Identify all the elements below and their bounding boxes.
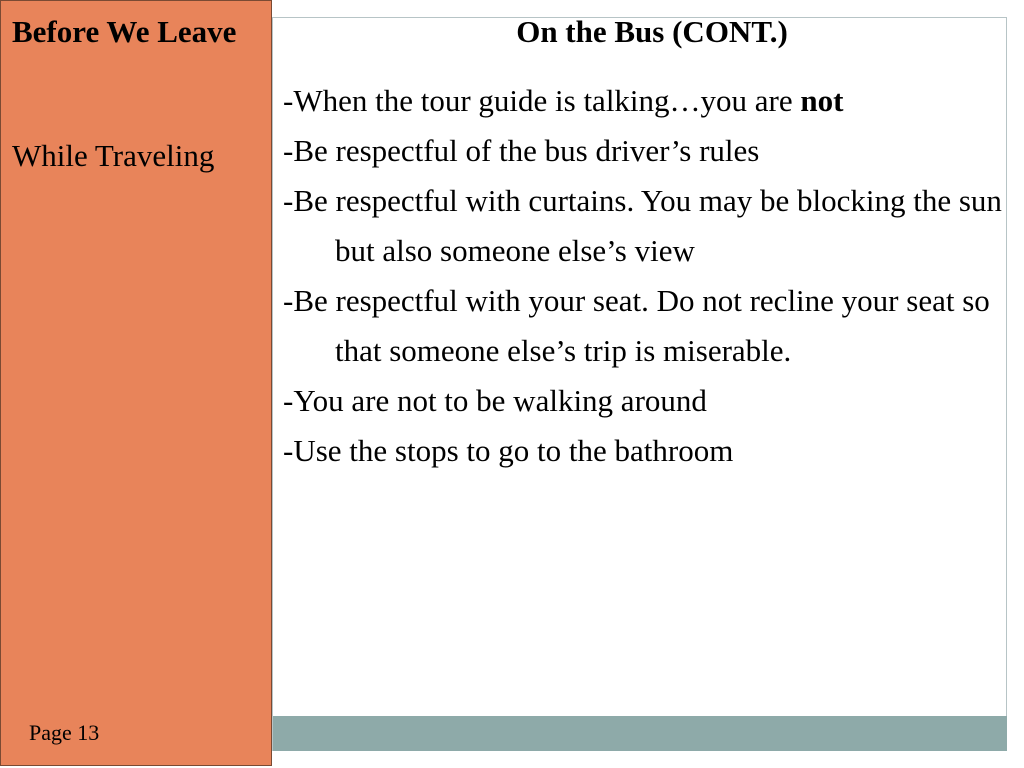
bullet-item: -Use the stops to go to the bathroom xyxy=(283,433,734,468)
bullet-item: -Be respectful with curtains. You may be blocking the sun but also someone else’s view xyxy=(283,183,1002,268)
slide-title: On the Bus (CONT.) xyxy=(516,14,788,49)
bullet-list xyxy=(283,76,1023,476)
bullet-item: -Be respectful with your seat. Do not recline your seat so that someone else’s trip is miserable. xyxy=(283,283,990,368)
bullet-item: -Be respectful of the bus driver’s rules xyxy=(283,133,760,168)
bullet-emphasis: not xyxy=(800,83,844,118)
section-subtitle: While Traveling xyxy=(12,138,215,173)
bullet-text: -When the tour guide is talking…you are xyxy=(283,83,801,118)
sidebar-panel xyxy=(0,0,272,766)
bullet-item: -You are not to be walking around xyxy=(283,383,707,418)
page-number: Page 13 xyxy=(29,720,100,745)
section-title: Before We Leave xyxy=(12,14,237,49)
bullet-item xyxy=(283,76,1023,126)
footer-bar xyxy=(273,716,1007,751)
